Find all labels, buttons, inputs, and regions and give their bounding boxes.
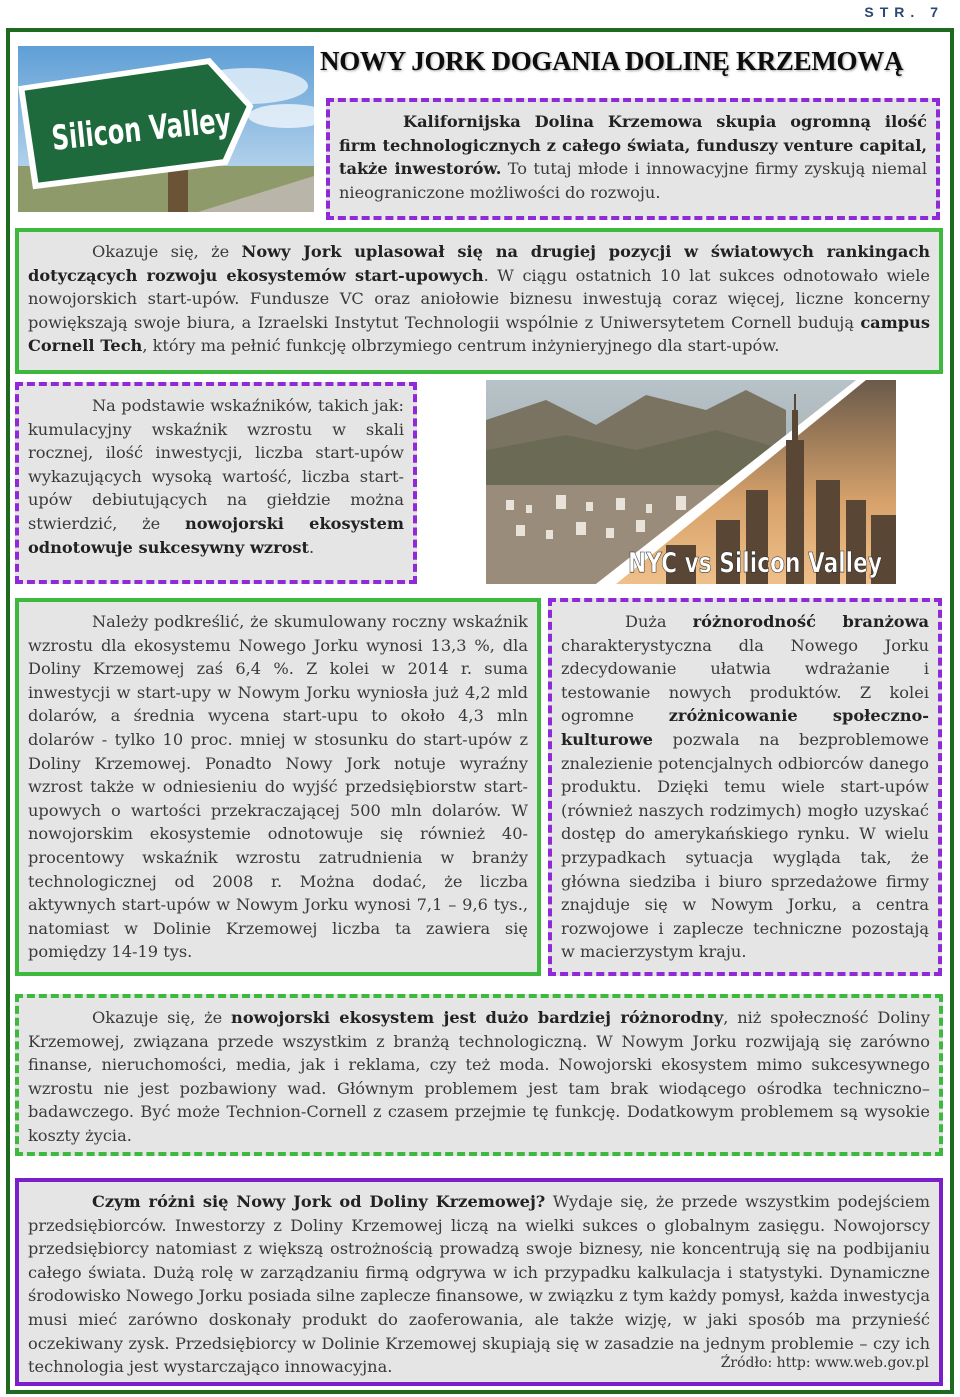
intro-box: [326, 98, 940, 220]
intro-bold: Kalifornijska Dolina Krzemowa skupia ogromną ilość firm technologicznych z całego świata, funduszy venture capital, także inwestorów.: [339, 112, 927, 179]
page-title: NOWY JORK DOGANIA DOLINĘ KRZEMOWĄ: [320, 46, 904, 76]
intro-paragraph: Kalifornijska Dolina Krzemowa skupia ogromną ilość firm technologicznych z całego świata, funduszy venture capital, także inwestorów. To tutaj młode i innowacyjne firmy zyskują niemal nieograniczone możliwości do rozwoju.: [339, 112, 928, 202]
sign-text: Silicon Valley: [49, 92, 308, 159]
source-citation: Źródło: http: www.web.gov.pl: [720, 1355, 929, 1372]
silicon-valley-sign-image: [18, 46, 314, 212]
page-number: STR. 7: [864, 4, 944, 20]
nyc-vs-silicon-valley-image: [486, 380, 896, 584]
differences-box: [15, 1178, 943, 1386]
nyc-caption: NYC vs Silicon Valley: [628, 546, 882, 579]
ecosystem-paragraph: Okazuje się, że nowojorski ekosystem jest dużo bardziej różnorodny, niż społeczność Doliny Krzemowej, związana przede wszystkim z branżą technologiczną. W Nowym Jorku rozwijają się zarówno finanse, nieruchomości, media, jak i reklama, czy też moda. Nowojorski ekosystem mimo sukcesywnego wzrostu nie jest pozbawiony wad. Głównym problemem jest tam brak wiodącego ośrodka techniczno–badawczego. Być może Technion-Cornell z czasem przejmie tę funkcję. Dodatkowym problemem są wysokie koszty życia.: [28, 1008, 930, 1145]
indicators-paragraph: Na podstawie wskaźników, takich jak: kumulacyjny wskaźnik wzrostu w skali rocznej, ilość inwestycji, liczba start-upów wykazujących wysoką wartość, liczba start-upów debiutujących na giełdzie można stwierdzić, że nowojorski ekosystem odnotowuje sukcesywny wzrost.: [28, 396, 404, 557]
ranking-box: [15, 228, 943, 374]
growth-box: [15, 598, 541, 976]
indicators-box: [15, 382, 417, 584]
growth-paragraph: Należy podkreślić, że skumulowany roczny wskaźnik wzrostu dla ekosystemu Nowego Jorku wynosi 13,3 %, dla Doliny Krzemowej zaś 6,4 %. Z kolei w 2014 r. suma inwestycji w start-upy w Nowym Jorku wyniosła już 4,2 mld dolarów, a średnia wycena start-upu to około 4,3 mln dolarów - tylko 10 proc. mniej w stosunku do start-upów z Doliny Krzemowej. Ponadto Nowy Jork notuje wyraźny wzrost także w odniesieniu do wyjść przedsiębiorstw start-upowych o wartości przekraczającej 500 mln dolarów. W nowojorskim ekosystemie odnotowuje się również 40-procentowy wskaźnik wzrostu zatrudnienia w branży technologicznej od 2008 r. Można dodać, że liczba aktywnych start-upów w Nowym Jorku wynosi 7,1 – 9,6 tys., natomiast w Dolinie Krzemowej liczba ta zawiera się pomiędzy 14-19 tys.: [28, 612, 528, 962]
diversity-paragraph: Duża różnorodność branżowa charakterystyczna dla Nowego Jorku zdecydowanie ułatwia wdrażanie i testowanie nowych produktów. Z kolei ogromne zróżnicowanie społeczno-kulturowe pozwala na bezproblemowe znalezienie potencjalnych odbiorców danego produktu. Dzięki temu wiele start-upów (również naszych rodzimych) mogło uzyskać dostęp do amerykańskiego rynku. W wielu przypadkach sytuacja wygląda tak, że główna siedziba i biuro sprzedażowe firmy znajduje się w Nowym Jorku, a centra rozwojowe i zaplecze techniczne pozostają w macierzystym kraju.: [561, 612, 929, 962]
diversity-box: [548, 598, 942, 976]
ecosystem-box: [15, 994, 943, 1156]
differences-paragraph: Czym różni się Nowy Jork od Doliny Krzemowej? Wydaje się, że przede wszystkim podejściem przedsiębiorców. Inwestorzy z Doliny Krzemowej liczą na wielki sukces o globalnym zasięgu. Nowojorscy przedsiębiorcy natomiast z większą ostrożnością prowadzą swoje biznesy, nie koncentrują się na podbijaniu całego świata. Dużą rolę w zarządzaniu firmą odgrywa w ich przypadku kalkulacja i statystyki. Dynamiczne środowisko Nowego Jorku posiada silne zaplecze finansowe, w związku z tym każdy pomysł, każda inwestycja musi mieć zarówno doskonały produkt do zaoferowania, ale także wizję, w jaki sposób ma przynieść oczekiwany zysk. Przedsiębiorcy w Dolinie Krzemowej skupiają się w zasadzie na jednym problemie – czy ich technologia jest wystarczająco innowacyjna.: [28, 1192, 930, 1377]
ranking-paragraph: Okazuje się, że Nowy Jork uplasował się na drugiej pozycji w światowych rankingach dotyczących rozwoju ekosystemów start-upowych. W ciągu ostatnich 10 lat sukces odnotowało wiele nowojorskich start-upów. Fundusze VC oraz aniołowie biznesu inwestują coraz więcej, liczne koncerny powiększają swoje biura, a Izraelski Instytut Technologii wspólnie z Uniwersytetem Cornell budują campus Cornell Tech, który ma pełnić funkcję olbrzymiego centrum inżynieryjnego dla start-upów.: [28, 242, 930, 356]
